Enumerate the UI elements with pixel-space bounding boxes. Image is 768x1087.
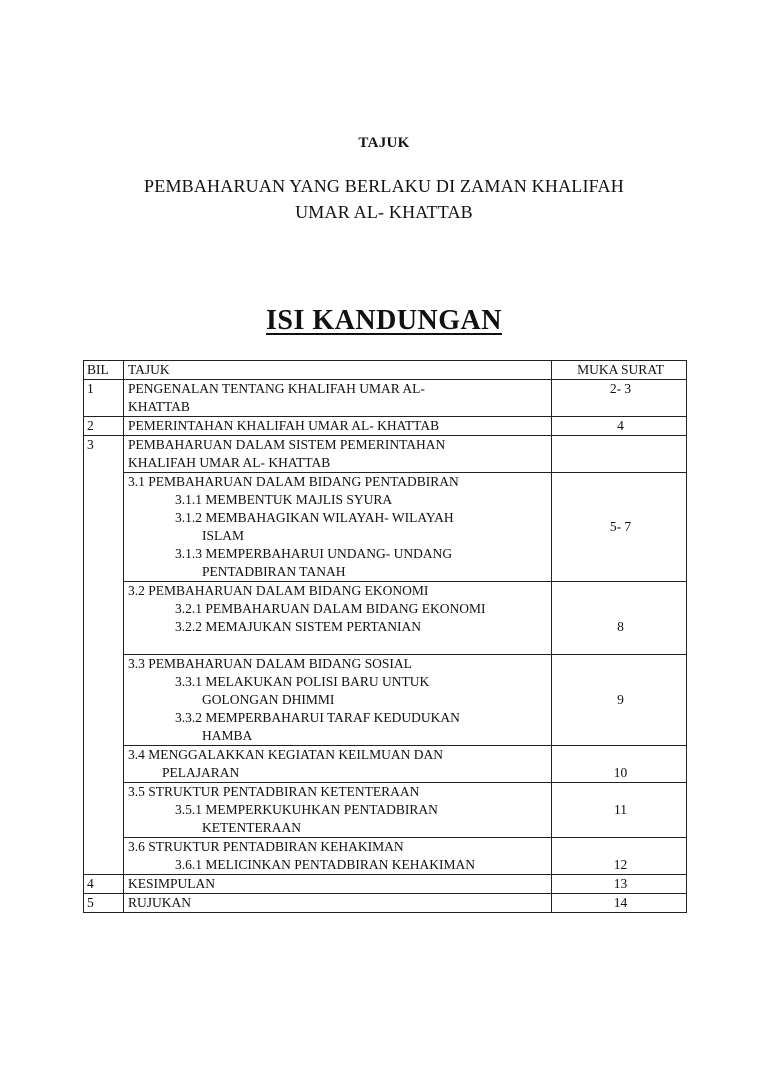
toc-entry: PENGENALAN TENTANG KHALIFAH UMAR AL-: [128, 381, 425, 396]
row-bil: 1: [84, 380, 124, 417]
toc-entry: 3.5 STRUKTUR PENTADBIRAN KETENTERAAN: [128, 784, 420, 799]
table-row: [84, 655, 687, 746]
row-bil: 3: [84, 436, 124, 473]
row-page: 5- 7: [552, 473, 687, 582]
row-bil: 2: [84, 417, 124, 436]
toc-entry: HAMBA: [202, 728, 253, 743]
toc-entry: 3.1.3 MEMPERBAHARUI UNDANG- UNDANG: [175, 546, 453, 561]
header-tajuk: TAJUK: [124, 361, 552, 380]
toc-entry: 3.2.1 PEMBAHARUAN DALAM BIDANG EKONOMI: [175, 601, 486, 616]
section-3-4: [124, 746, 552, 783]
document-heading: TAJUK: [358, 135, 410, 151]
table-row: [84, 417, 687, 436]
table-row: [84, 436, 687, 473]
table-row: [84, 582, 687, 655]
row-tajuk: [124, 436, 552, 473]
table-row: [84, 746, 687, 783]
row-page: 13: [552, 875, 687, 894]
section-3-2: [124, 582, 552, 655]
toc-entry: GOLONGAN DHIMMI: [202, 692, 335, 707]
toc-entry: KESIMPULAN: [128, 876, 216, 891]
toc-entry: 3.2.2 MEMAJUKAN SISTEM PERTANIAN: [175, 619, 421, 634]
section-3-5: [124, 783, 552, 838]
title-line-2: UMAR AL- KHATTAB: [295, 202, 473, 222]
table-row: [84, 838, 687, 875]
row-page: 12: [552, 838, 687, 875]
row-page: 14: [552, 894, 687, 913]
toc-entry: KHATTAB: [128, 399, 190, 414]
table-row: [84, 380, 687, 417]
row-tajuk: [124, 894, 552, 913]
table-row: [84, 473, 687, 582]
toc-entry: 3.4 MENGGALAKKAN KEGIATAN KEILMUAN DAN: [128, 747, 444, 762]
section-3-3: [124, 655, 552, 746]
toc-entry: 3.6.1 MELICINKAN PENTADBIRAN KEHAKIMAN: [175, 857, 476, 872]
row-page: [552, 436, 687, 473]
row-tajuk: [124, 875, 552, 894]
toc-entry: KETENTERAAN: [202, 820, 301, 835]
toc-entry: 3.1 PEMBAHARUAN DALAM BIDANG PENTADBIRAN: [128, 474, 459, 489]
toc-entry: 3.1.2 MEMBAHAGIKAN WILAYAH- WILAYAH: [175, 510, 454, 525]
toc-entry: 3.1.1 MEMBENTUK MAJLIS SYURA: [175, 492, 393, 507]
toc-entry: ISLAM: [202, 528, 245, 543]
table-row: [84, 875, 687, 894]
toc-entry: PELAJARAN: [162, 765, 240, 780]
document-title: [0, 173, 768, 225]
toc-entry: 3.5.1 MEMPERKUKUHKAN PENTADBIRAN: [175, 802, 438, 817]
row-page: 9: [552, 655, 687, 746]
toc-entry: 3.3 PEMBAHARUAN DALAM BIDANG SOSIAL: [128, 656, 412, 671]
toc-entry: PEMBAHARUAN DALAM SISTEM PEMERINTAHAN: [128, 437, 446, 452]
table-of-contents: [83, 360, 687, 913]
row-page: 4: [552, 417, 687, 436]
table-row: [84, 894, 687, 913]
toc-entry: 3.3.2 MEMPERBAHARUI TARAF KEDUDUKAN: [175, 710, 460, 725]
row-page: 2- 3: [552, 380, 687, 417]
toc-entry: 3.2 PEMBAHARUAN DALAM BIDANG EKONOMI: [128, 583, 429, 598]
row-bil: 4: [84, 875, 124, 894]
row-tajuk: [124, 380, 552, 417]
toc-entry: 3.3.1 MELAKUKAN POLISI BARU UNTUK: [175, 674, 430, 689]
header-bil: BIL: [84, 361, 124, 380]
toc-entry: RUJUKAN: [128, 895, 192, 910]
toc-heading: ISI KANDUNGAN: [266, 305, 502, 336]
section-3-6: [124, 838, 552, 875]
row-page: 10: [552, 746, 687, 783]
header-muka-surat: MUKA SURAT: [552, 361, 687, 380]
table-row: [84, 783, 687, 838]
row-page: 11: [552, 783, 687, 838]
toc-entry: 3.6 STRUKTUR PENTADBIRAN KEHAKIMAN: [128, 839, 404, 854]
toc-entry: KHALIFAH UMAR AL- KHATTAB: [128, 455, 331, 470]
row-tajuk: [124, 417, 552, 436]
table-header-row: [84, 361, 687, 380]
row-page: 8: [552, 582, 687, 655]
title-line-1: PEMBAHARUAN YANG BERLAKU DI ZAMAN KHALIFAH: [144, 176, 624, 196]
toc-entry: PENTADBIRAN TANAH: [202, 564, 346, 579]
row-bil: 5: [84, 894, 124, 913]
toc-entry: PEMERINTAHAN KHALIFAH UMAR AL- KHATTAB: [128, 418, 440, 433]
section-3-1: [124, 473, 552, 582]
